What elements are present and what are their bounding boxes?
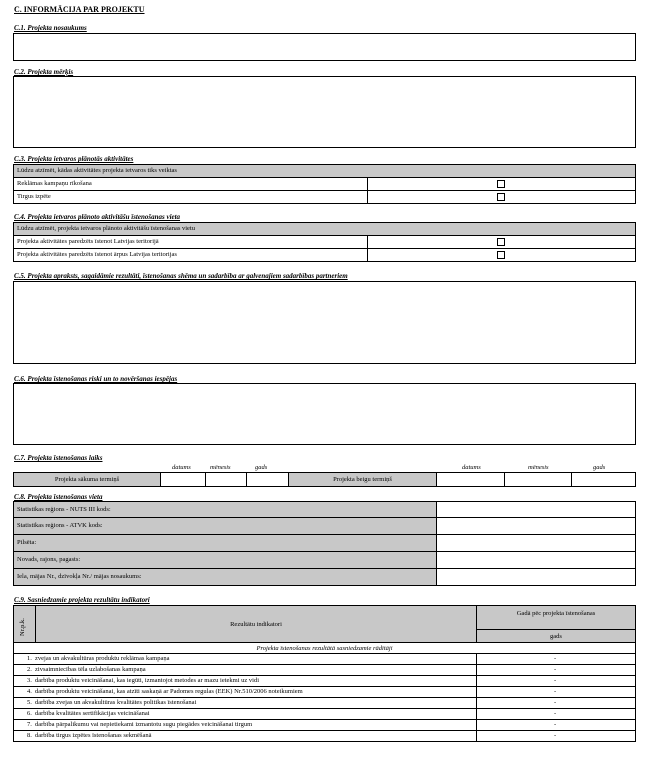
location-label-cell bbox=[13, 501, 437, 518]
c9-title: C.9. Sasniedzamie projekta rezultātu indikatori bbox=[14, 596, 150, 604]
indicators-subheader-label: Projekta īstenošanas rezultātā sasniedzamie rādītāji bbox=[256, 645, 393, 652]
c4-option-label: Projekta aktivitātes paredzēts īstenot ārpus Latvijas teritorijas bbox=[17, 251, 177, 258]
c2-title: C.2. Projekta mērķis bbox=[14, 68, 74, 76]
location-row bbox=[13, 501, 636, 518]
section-title: C. INFORMĀCIJA PAR PROJEKTU bbox=[14, 5, 145, 14]
indicator-row bbox=[13, 730, 636, 741]
indicator-text: darbība produktu veicināšanai, kas iegūti, izmantojot metodes ar mazu ietekmi uz vidi bbox=[35, 677, 260, 684]
year-header-label: gads bbox=[550, 633, 562, 640]
project-goal-field[interactable] bbox=[13, 76, 636, 148]
indicator-row bbox=[13, 697, 636, 708]
municipality-input[interactable] bbox=[436, 551, 636, 569]
indicator-nr: 8. bbox=[27, 732, 32, 739]
project-description-field[interactable] bbox=[13, 281, 636, 364]
indicator-text: darbība tirgus izpētes īstenošanas sekmēšanā bbox=[35, 732, 152, 739]
indicator-value[interactable]: - bbox=[554, 710, 557, 717]
c3-title: C.3. Projekta ietvaros plānotās aktivitātes bbox=[14, 155, 134, 163]
indicator-text: darbība produktu veicināšanai, kas atzīti saskaņā ar Padomes regulas (EEK) Nr.510/2006 noteikumiem bbox=[35, 688, 303, 695]
indicator-text: zivsaimniecības tēla uzlabošanas kampaņa bbox=[35, 666, 146, 673]
atvk-code-input[interactable] bbox=[436, 517, 636, 535]
indicator-rows bbox=[13, 653, 636, 741]
indicator-nr: 4. bbox=[27, 688, 32, 695]
end-date-label: Projekta beigu termiņš bbox=[333, 476, 392, 483]
c4-option-row bbox=[13, 235, 636, 249]
indicator-text: darbība kvalitātes sertifikācijas veicināšanai bbox=[35, 710, 150, 717]
location-row bbox=[13, 535, 636, 552]
indicator-value[interactable]: - bbox=[554, 655, 557, 662]
indicator-value[interactable]: - bbox=[554, 699, 557, 706]
c3-option-checkbox[interactable] bbox=[497, 180, 505, 188]
indicator-text: darbība pārpalikumu vai nepietiekami izmantotu sugu piegādes veicināšanai tirgum bbox=[35, 721, 253, 728]
indicator-nr: 2. bbox=[27, 666, 32, 673]
nr-header bbox=[13, 605, 36, 643]
indicator-text: darbība zvejas un akvakultūras kvalitātes politikas īstenošanai bbox=[35, 699, 197, 706]
location-label: Statistikas reģions - ATVK kods: bbox=[17, 522, 103, 529]
start-month-label: mēnesis bbox=[210, 464, 231, 471]
nuts-code-input[interactable] bbox=[436, 501, 636, 518]
after-header bbox=[476, 605, 636, 630]
end-year-label: gads bbox=[593, 464, 606, 471]
nr-header-label: Nr.p.k. bbox=[19, 618, 26, 636]
project-risks-field[interactable] bbox=[13, 383, 636, 445]
after-header-label: Gadā pēc projekta īstenošanas bbox=[516, 610, 596, 617]
c4-title: C.4. Projekta ietvaros plānoto aktivitāšu īstenošanas vieta bbox=[14, 213, 181, 221]
location-label-cell bbox=[13, 568, 437, 586]
end-year-input[interactable] bbox=[571, 472, 636, 487]
indicator-nr: 7. bbox=[27, 721, 32, 728]
start-year-input[interactable] bbox=[246, 472, 289, 487]
city-input[interactable] bbox=[436, 534, 636, 552]
indicator-row bbox=[13, 708, 636, 719]
start-day-input[interactable] bbox=[160, 472, 206, 487]
start-date-label-cell bbox=[13, 472, 161, 487]
location-table bbox=[13, 501, 636, 586]
c1-title: C.1. Projekta nosaukums bbox=[14, 24, 87, 32]
indicator-row bbox=[13, 675, 636, 686]
c4-option-label: Projekta aktivitātes paredzēts īstenot Latvijas teritorijā bbox=[17, 238, 159, 245]
c4-option-row bbox=[13, 248, 636, 262]
indicator-value[interactable]: - bbox=[554, 688, 557, 695]
c3-instruction: Lūdzu atzīmēt, kādas aktivitātes projekta ietvaros tiks veiktas bbox=[17, 167, 177, 174]
indicator-row bbox=[13, 719, 636, 730]
indicator-nr: 5. bbox=[27, 699, 32, 706]
indicator-nr: 3. bbox=[27, 677, 32, 684]
c3-option-row bbox=[13, 190, 636, 204]
c3-option-label: Reklāmas kampaņu rīkošana bbox=[17, 180, 92, 187]
indicator-nr: 1. bbox=[27, 655, 32, 662]
indicators-header bbox=[35, 605, 477, 643]
c4-option-checkbox[interactable] bbox=[497, 251, 505, 259]
c7-title: C.7. Projekta īstenošanas laiks bbox=[14, 454, 103, 462]
end-day-input[interactable] bbox=[436, 472, 505, 487]
indicator-row bbox=[13, 653, 636, 664]
project-name-field[interactable] bbox=[13, 33, 636, 61]
start-day-label: datums bbox=[172, 464, 191, 471]
c4-instruction-row bbox=[13, 222, 636, 236]
start-month-input[interactable] bbox=[205, 472, 247, 487]
address-input[interactable] bbox=[436, 568, 636, 586]
indicator-nr: 6. bbox=[27, 710, 32, 717]
c4-option-checkbox[interactable] bbox=[497, 238, 505, 246]
indicators-header-label: Rezultātu indikatori bbox=[230, 621, 282, 628]
location-label: Iela, mājas Nr., dzīvokļa Nr./ mājas nosaukums: bbox=[17, 573, 142, 580]
end-month-label: mēnesis bbox=[528, 464, 549, 471]
location-label-cell bbox=[13, 517, 437, 535]
c3-option-row bbox=[13, 177, 636, 191]
c3-option-label: Tirgus izpēte bbox=[17, 193, 51, 200]
indicator-row bbox=[13, 664, 636, 675]
location-label: Novads, rajons, pagasts: bbox=[17, 556, 81, 563]
location-label-cell bbox=[13, 534, 437, 552]
indicator-value[interactable]: - bbox=[554, 732, 557, 739]
c4-instruction: Lūdzu atzīmēt, projekta ietvaros plānoto aktivitāšu īstenošanas vietu bbox=[17, 225, 195, 232]
c3-instruction-row bbox=[13, 164, 636, 178]
indicator-text: zvejas un akvakultūras produktu reklāmas kampaņa bbox=[35, 655, 170, 662]
c3-option-checkbox[interactable] bbox=[497, 193, 505, 201]
location-label-cell bbox=[13, 551, 437, 569]
indicator-value[interactable]: - bbox=[554, 677, 557, 684]
indicator-value[interactable]: - bbox=[554, 666, 557, 673]
location-row bbox=[13, 518, 636, 535]
c8-title: C.8. Projekta īstenošanas vieta bbox=[14, 493, 103, 501]
year-header bbox=[476, 629, 636, 643]
start-year-label: gads bbox=[255, 464, 268, 471]
end-date-label-cell bbox=[288, 472, 437, 487]
indicator-row bbox=[13, 686, 636, 697]
c5-title: C.5. Projekta apraksts, sagaidāmie rezultāti, īstenošanas shēma un sadarbība ar galvenajiem sadarbības partneriem bbox=[14, 272, 348, 280]
location-row bbox=[13, 552, 636, 569]
c6-title: C.6. Projekta īstenošanas riski un to novēršanas iespējas bbox=[14, 375, 178, 383]
end-day-label: datums bbox=[462, 464, 481, 471]
location-row bbox=[13, 569, 636, 586]
end-month-input[interactable] bbox=[504, 472, 572, 487]
location-label: Pilsēta: bbox=[17, 539, 37, 546]
location-label: Statistikas reģions - NUTS III kods: bbox=[17, 506, 111, 513]
indicator-value[interactable]: - bbox=[554, 721, 557, 728]
start-date-label: Projekta sākuma termiņš bbox=[54, 476, 120, 483]
